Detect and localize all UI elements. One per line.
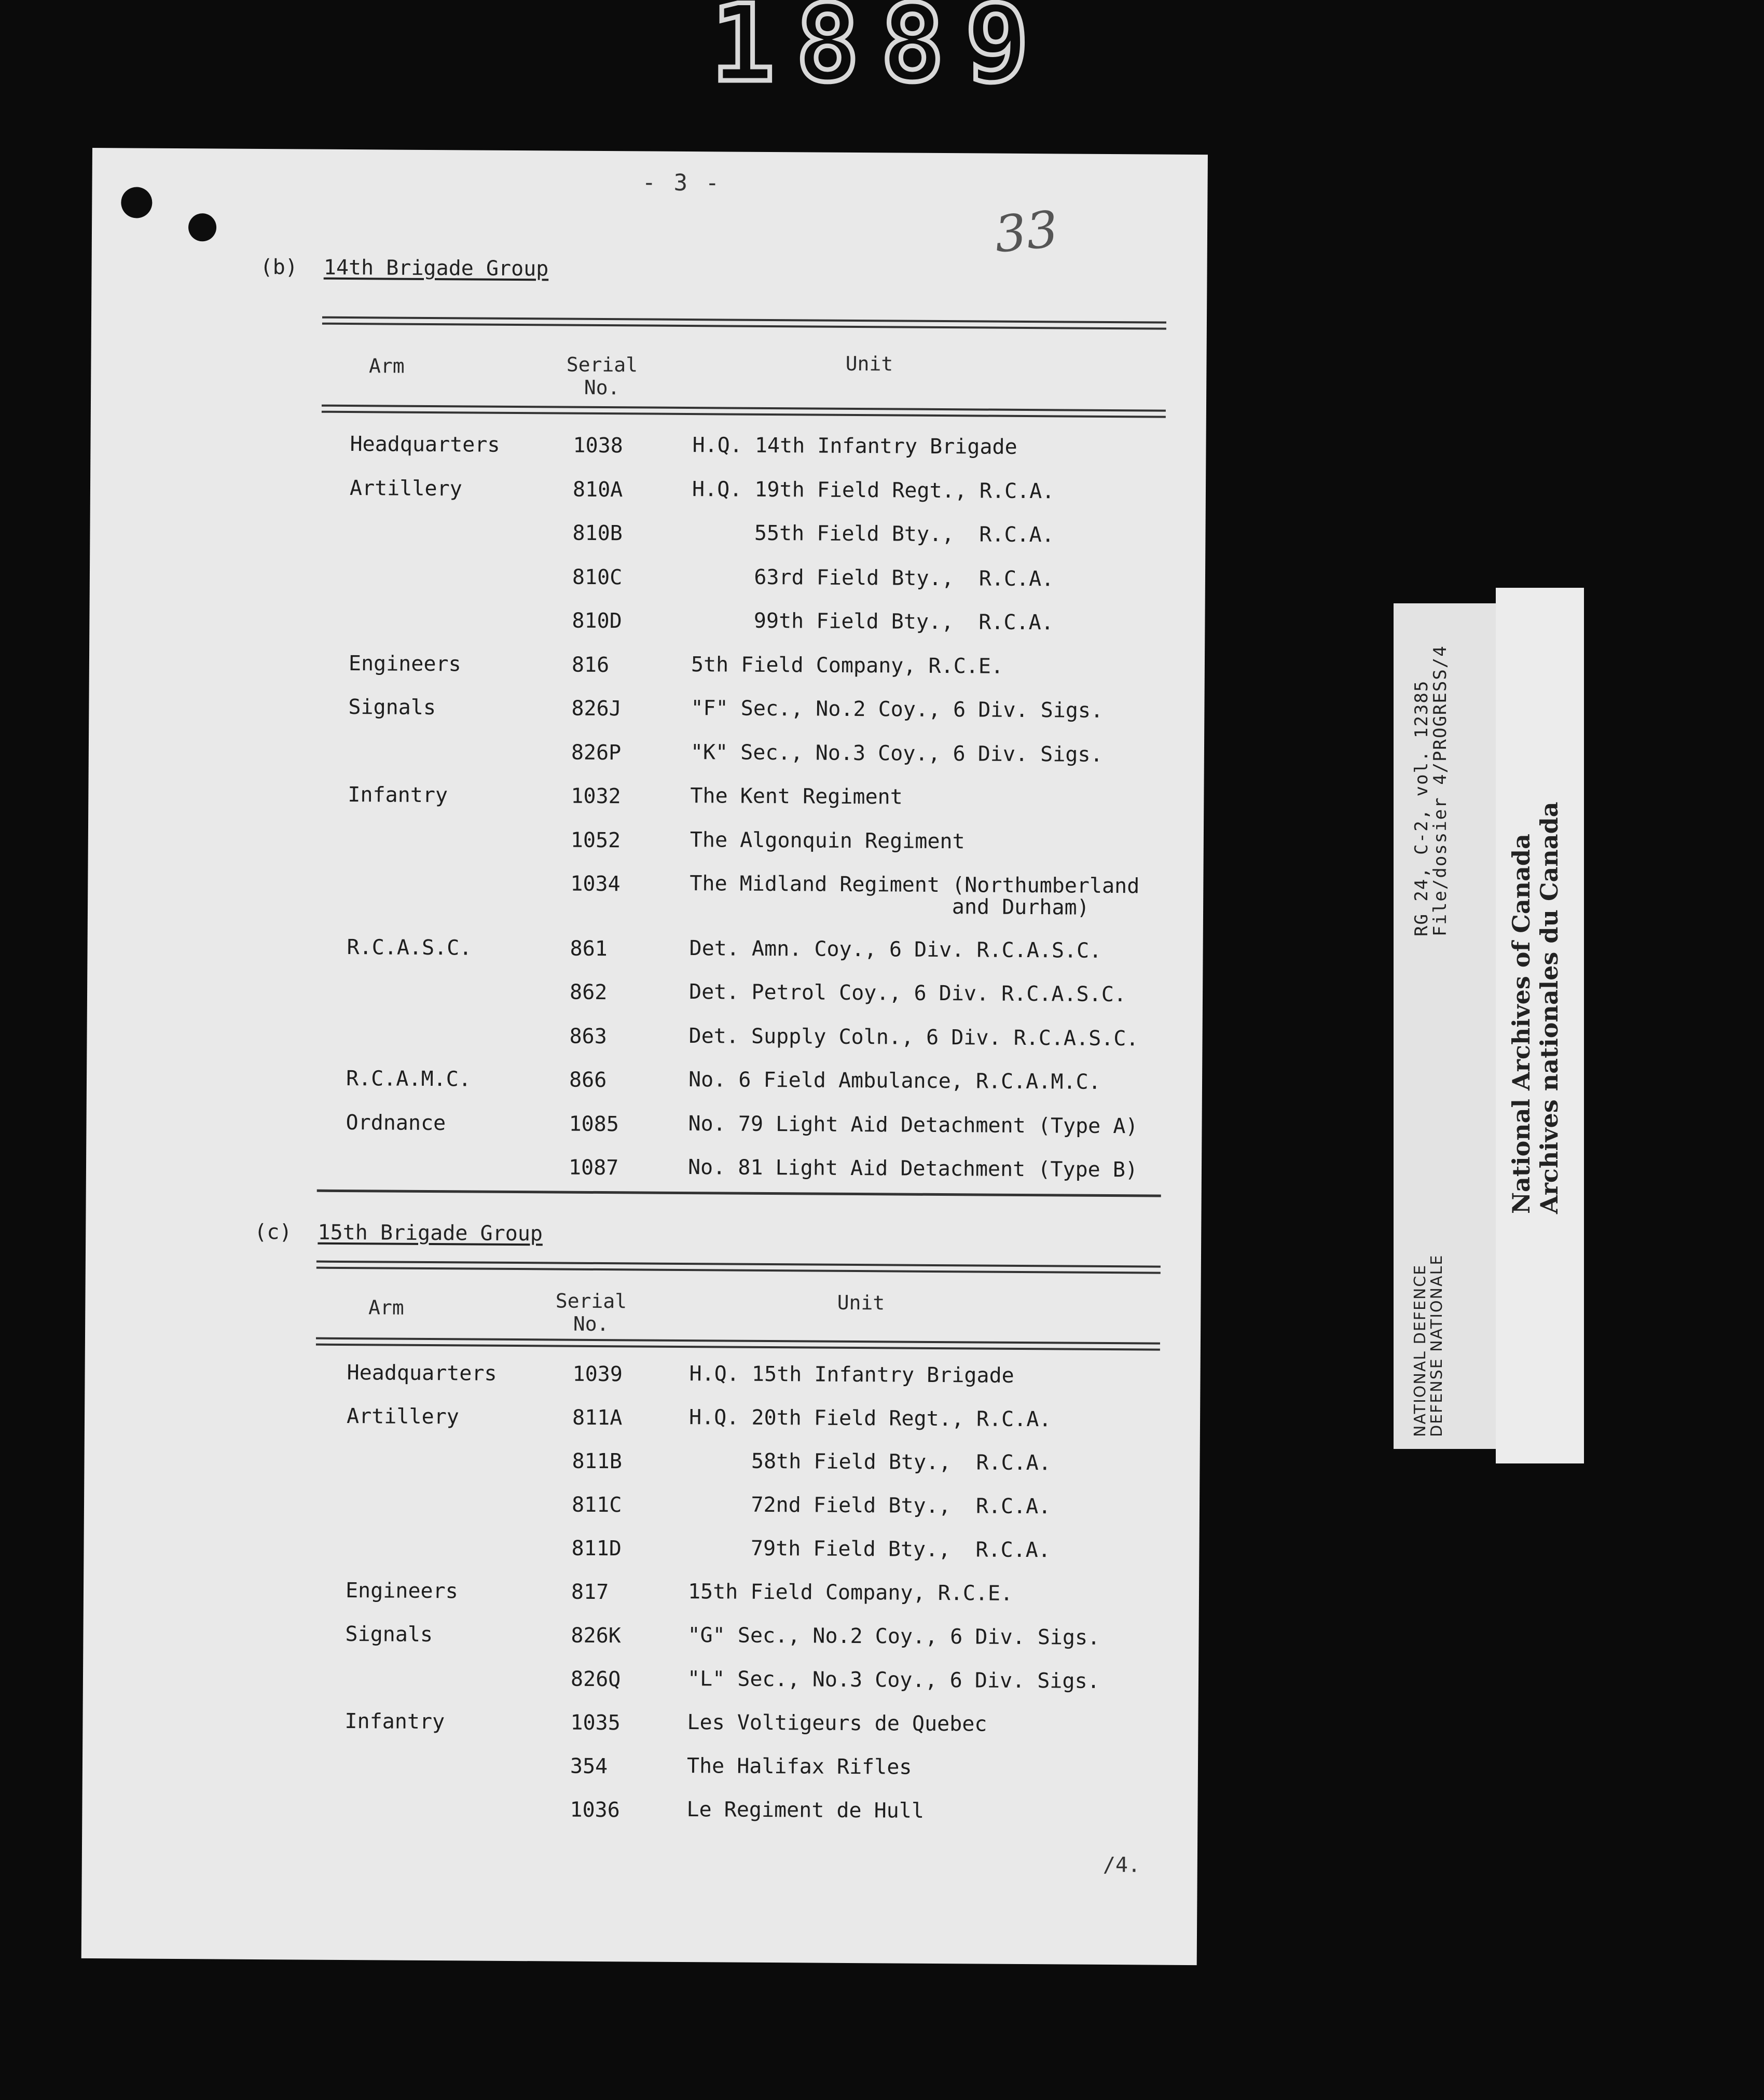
- arm-cell: Infantry: [344, 1709, 445, 1734]
- serial-number-cell: 1036: [570, 1798, 620, 1822]
- unit-cell: 55th Field Bty., R.C.A.: [692, 521, 1055, 547]
- unit-cell: H.Q. 14th Infantry Brigade: [692, 433, 1017, 459]
- arm-cell: [348, 827, 555, 828]
- unit-cell: No. 79 Light Aid Detachment (Type A): [688, 1111, 1138, 1138]
- unit-cell: 63rd Field Bty., R.C.A.: [691, 564, 1054, 591]
- serial-number-cell: 866: [569, 1068, 607, 1093]
- unit-cell: The Algonquin Regiment: [690, 827, 965, 853]
- serial-number-cell: 1032: [571, 784, 621, 809]
- arm-cell: Signals: [348, 695, 436, 720]
- serial-number-cell: 810D: [572, 609, 622, 633]
- table-row: [82, 1751, 912, 1795]
- unit-cell: No. 81 Light Aid Detachment (Type B): [687, 1155, 1138, 1182]
- unit-cell: 99th Field Bty., R.C.A.: [691, 609, 1054, 635]
- table-row: [89, 650, 1004, 693]
- unit-cell: The Midland Regiment (Northumberland and Durham): [689, 872, 1140, 920]
- unit-cell: H.Q. 20th Field Regt., R.C.A.: [688, 1405, 1052, 1432]
- serial-number-cell: 1085: [569, 1112, 619, 1136]
- table-row: [83, 1621, 1100, 1664]
- table-row: [82, 1708, 987, 1751]
- punch-hole: [188, 213, 216, 241]
- section-c-title: 15th Brigade Group: [318, 1220, 543, 1246]
- table-row: [84, 1490, 1051, 1533]
- unit-cell: 72nd Field Bty., R.C.A.: [688, 1493, 1051, 1519]
- unit-cell: Les Voltigeurs de Quebec: [687, 1710, 987, 1736]
- section-b-title: 14th Brigade Group: [323, 255, 549, 281]
- table-bottom-rule: [317, 1190, 1161, 1197]
- table-top-rule: [322, 316, 1166, 330]
- arm-cell: [347, 979, 554, 980]
- unit-cell: The Kent Regiment: [690, 784, 903, 809]
- arm-cell: [346, 1535, 554, 1536]
- arm-cell: Artillery: [346, 1404, 459, 1429]
- serial-number-cell: 1035: [570, 1710, 621, 1735]
- arm-cell: Headquarters: [347, 1361, 497, 1386]
- arm-cell: Ordnance: [346, 1110, 446, 1135]
- arm-cell: [344, 1797, 552, 1798]
- table-row: [87, 933, 1102, 977]
- table-row: [86, 1153, 1138, 1196]
- arm-cell: Artillery: [349, 476, 462, 501]
- table-row: [88, 781, 903, 825]
- arm-cell: [346, 1154, 553, 1155]
- table-header-rule: [316, 1337, 1160, 1351]
- arm-cell: [346, 1491, 554, 1493]
- table-header-rule: [322, 405, 1166, 418]
- punch-hole: [121, 187, 152, 218]
- serial-number-cell: 1087: [568, 1155, 619, 1180]
- unit-cell: The Halifax Rifles: [686, 1754, 912, 1779]
- serial-number-cell: 354: [570, 1754, 608, 1779]
- serial-number-cell: 861: [570, 936, 608, 961]
- arm-cell: Headquarters: [350, 432, 500, 457]
- section-b-heading: [260, 255, 548, 281]
- serial-number-cell: 810B: [572, 521, 623, 546]
- unit-cell: No. 6 Field Ambulance, R.C.A.M.C.: [688, 1068, 1101, 1094]
- column-header-arm: Arm: [368, 1296, 404, 1319]
- unit-cell: H.Q. 15th Infantry Brigade: [689, 1362, 1014, 1388]
- serial-number-cell: 811A: [572, 1405, 623, 1430]
- archives-institution-label: National Archives of Canada Archives nationales du Canada: [1507, 802, 1563, 1214]
- column-header-serial: Serial No.: [566, 353, 638, 399]
- unit-cell: Det. Petrol Coy., 6 Div. R.C.A.S.C.: [688, 980, 1127, 1007]
- arm-cell: [348, 739, 556, 740]
- serial-number-cell: 1052: [570, 828, 621, 852]
- unit-cell: 58th Field Bty., R.C.A.: [688, 1449, 1052, 1475]
- unit-cell: "K" Sec., No.3 Coy., 6 Div. Sigs.: [690, 740, 1103, 767]
- column-header-unit: Unit: [845, 352, 893, 376]
- table-row: [83, 1664, 1100, 1708]
- unit-cell: 15th Field Company, R.C.E.: [687, 1580, 1013, 1606]
- column-header-arm: Arm: [368, 354, 405, 378]
- serial-number-cell: 826P: [571, 740, 622, 765]
- serial-number-cell: 1038: [573, 433, 623, 458]
- serial-number-cell: 817: [571, 1580, 609, 1605]
- unit-cell: H.Q. 19th Field Regt., R.C.A.: [692, 477, 1055, 503]
- serial-number-cell: 1034: [570, 872, 621, 896]
- arm-cell: [344, 1753, 552, 1754]
- serial-number-cell: 810C: [572, 565, 623, 589]
- arm-cell: [345, 1666, 553, 1667]
- unit-cell: 5th Field Company, R.C.E.: [691, 652, 1004, 679]
- column-header-unit: Unit: [837, 1291, 885, 1315]
- arm-cell: [349, 564, 557, 565]
- microfilm-frame-number: 1889: [711, 0, 1050, 91]
- serial-number-cell: 826Q: [570, 1667, 621, 1692]
- table-row: [88, 825, 965, 868]
- table-row: [87, 977, 1127, 1021]
- arm-cell: [349, 607, 557, 609]
- serial-number-cell: 862: [569, 980, 608, 1005]
- serial-number-cell: 826J: [571, 696, 622, 721]
- table-row: [86, 1109, 1138, 1152]
- column-header-serial: Serial No.: [555, 1289, 627, 1336]
- arm-cell: Engineers: [345, 1579, 458, 1604]
- serial-number-cell: 811B: [572, 1449, 623, 1474]
- arm-cell: [350, 520, 557, 521]
- table-row: [84, 1446, 1052, 1490]
- arm-cell: Engineers: [348, 651, 461, 676]
- arm-cell: Infantry: [348, 783, 448, 808]
- serial-number-cell: 1039: [572, 1362, 623, 1387]
- section-b-letter: (b): [260, 255, 298, 280]
- arm-cell: Signals: [345, 1622, 433, 1647]
- section-c-letter: (c): [254, 1220, 292, 1245]
- table-top-rule: [316, 1261, 1161, 1274]
- unit-cell: "L" Sec., No.3 Coy., 6 Div. Sigs.: [687, 1667, 1100, 1693]
- handwritten-annotation: 33: [991, 200, 1061, 264]
- unit-cell: "F" Sec., No.2 Coy., 6 Div. Sigs.: [691, 696, 1104, 723]
- serial-number-cell: 826K: [571, 1623, 621, 1648]
- arm-cell: [347, 871, 555, 872]
- section-c-heading: [254, 1220, 543, 1246]
- department-label: NATIONAL DEFENCE DEFENSE NATIONALE: [1411, 1254, 1446, 1437]
- serial-number-cell: 863: [569, 1024, 607, 1048]
- unit-cell: 79th Field Bty., R.C.A.: [688, 1536, 1051, 1563]
- table-row: [89, 606, 1054, 650]
- unit-cell: Le Regiment de Hull: [686, 1798, 925, 1823]
- archive-reference: RG 24, C-2, vol. 12385 File/dossier 4/PROGRESS/4: [1411, 645, 1451, 936]
- unit-cell: "G" Sec., No.2 Coy., 6 Div. Sigs.: [687, 1623, 1100, 1650]
- arm-cell: [347, 1023, 554, 1024]
- arm-cell: [347, 1448, 554, 1449]
- arm-cell: R.C.A.M.C.: [346, 1067, 472, 1092]
- serial-number-cell: 810A: [572, 477, 623, 502]
- continued-page-marker: /4.: [1102, 1853, 1141, 1877]
- unit-cell: Det. Amn. Coy., 6 Div. R.C.A.S.C.: [689, 936, 1102, 963]
- serial-number-cell: 811D: [571, 1536, 622, 1561]
- page-number: - 3 -: [642, 169, 722, 197]
- serial-number-cell: 816: [571, 653, 610, 677]
- document-page: [81, 148, 1208, 1965]
- table-row: [90, 431, 1017, 474]
- arm-cell: R.C.A.S.C.: [347, 935, 472, 960]
- table-row: [90, 474, 1055, 518]
- serial-number-cell: 811C: [571, 1493, 622, 1517]
- unit-cell: Det. Supply Coln., 6 Div. R.C.A.S.C.: [688, 1024, 1139, 1051]
